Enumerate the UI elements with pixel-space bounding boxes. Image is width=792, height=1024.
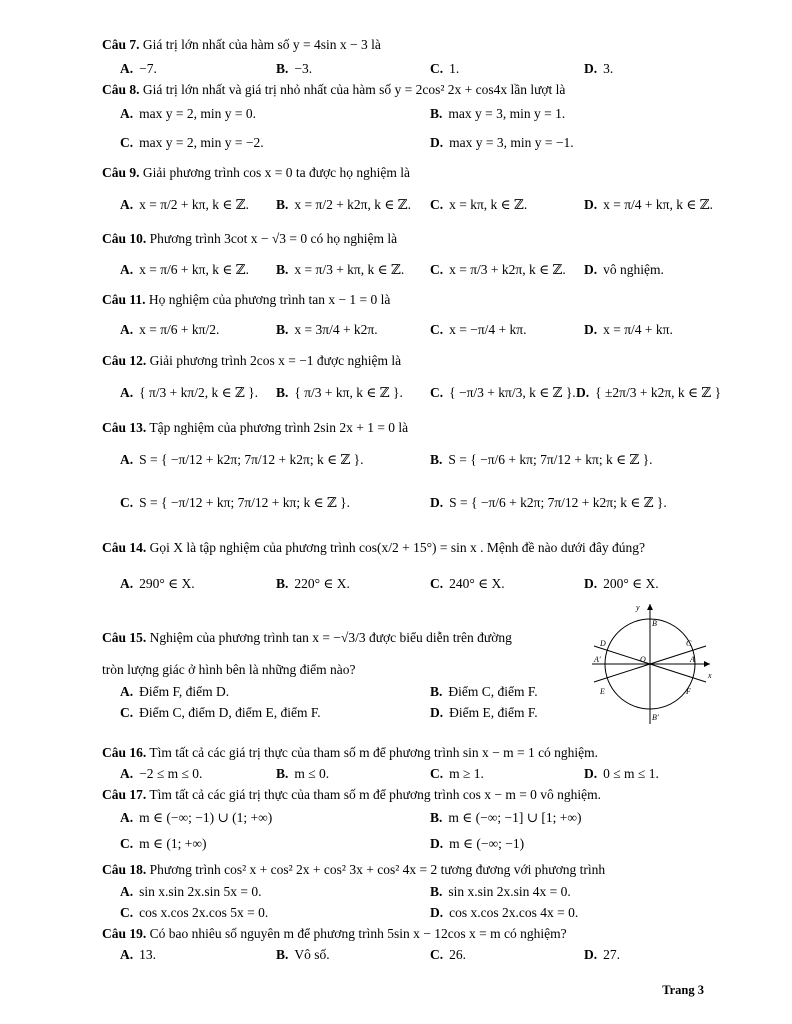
q19-option-a[interactable]: A. 13. (120, 947, 156, 962)
question-19: Câu 19. Có bao nhiêu số nguyên m để phương trình 5sin x − 12cos x = m có nghiệm? (102, 926, 567, 941)
q16-option-d[interactable]: D. 0 ≤ m ≤ 1. (584, 766, 659, 781)
y-axis-arrow (647, 604, 653, 610)
q14-option-d[interactable]: D. 200° ∈ X. (584, 576, 659, 591)
q18-option-d[interactable]: D. cos x.cos 2x.cos 4x = 0. (430, 905, 579, 920)
q9-option-d[interactable]: D. x = π/4 + kπ, k ∈ ℤ. (584, 197, 713, 212)
label-f: F (686, 687, 691, 696)
q15-option-d[interactable]: D. Điểm E, điểm F. (430, 705, 538, 720)
q10-option-b[interactable]: B. x = π/3 + kπ, k ∈ ℤ. (276, 262, 405, 277)
q8-option-b[interactable]: B. max y = 3, min y = 1. (430, 106, 566, 121)
label-b-prime: B′ (652, 713, 659, 722)
q13-option-c[interactable]: C. S = { −π/12 + kπ; 7π/12 + kπ; k ∈ ℤ }. (120, 495, 351, 510)
question-10: Câu 10. Phương trình 3cot x − √3 = 0 có họ nghiệm là (102, 231, 398, 246)
q17-option-b[interactable]: B. m ∈ (−∞; −1] ∪ [1; +∞) (430, 810, 582, 825)
q12-option-d[interactable]: D. { ±2π/3 + k2π, k ∈ ℤ } (576, 385, 722, 400)
q18-option-c[interactable]: C. cos x.cos 2x.cos 5x = 0. (120, 905, 269, 920)
q12-option-a[interactable]: A. { π/3 + kπ/2, k ∈ ℤ }. (120, 385, 259, 400)
q14-option-a[interactable]: A. 290° ∈ X. (120, 576, 195, 591)
label-x-axis: x (708, 671, 712, 680)
question-15: Câu 15. Nghiệm của phương trình tan x = −√3/3 được biểu diễn trên đường (102, 630, 512, 645)
q16-option-a[interactable]: A. −2 ≤ m ≤ 0. (120, 766, 203, 781)
q12-option-c[interactable]: C. { −π/3 + kπ/3, k ∈ ℤ }. (430, 385, 576, 400)
q7-option-b[interactable]: B. −3. (276, 61, 313, 76)
label-o: O (640, 655, 646, 664)
q19-option-b[interactable]: B. Vô số. (276, 947, 330, 962)
trig-circle-figure (588, 600, 718, 728)
q18-option-a[interactable]: A. sin x.sin 2x.sin 5x = 0. (120, 884, 262, 899)
q9-option-b[interactable]: B. x = π/2 + k2π, k ∈ ℤ. (276, 197, 411, 212)
question-9: Câu 9. Giải phương trình cos x = 0 ta được họ nghiệm là (102, 165, 410, 180)
q10-option-d[interactable]: D. vô nghiệm. (584, 262, 664, 277)
question-12: Câu 12. Giải phương trình 2cos x = −1 được nghiệm là (102, 353, 402, 368)
q7-option-d[interactable]: D. 3. (584, 61, 614, 76)
label-b: B (652, 619, 657, 628)
page-number: Trang 3 (662, 983, 704, 997)
q9-option-a[interactable]: A. x = π/2 + kπ, k ∈ ℤ. (120, 197, 249, 212)
q16-option-c[interactable]: C. m ≥ 1. (430, 766, 484, 781)
q9-option-c[interactable]: C. x = kπ, k ∈ ℤ. (430, 197, 528, 212)
question-14: Câu 14. Gọi X là tập nghiệm của phương trình cos(x/2 + 15°) = sin x . Mệnh đề nào dưới đây đúng? (102, 540, 645, 555)
question-15-continued: tròn lượng giác ở hình bên là những điểm nào? (102, 662, 356, 677)
x-axis-arrow (704, 661, 710, 667)
label-e: E (600, 687, 605, 696)
question-18: Câu 18. Phương trình cos² x + cos² 2x + cos² 3x + cos² 4x = 2 tương đương với phương trình (102, 862, 606, 877)
q13-option-a[interactable]: A. S = { −π/12 + k2π; 7π/12 + k2π; k ∈ ℤ }. (120, 452, 364, 467)
q14-option-b[interactable]: B. 220° ∈ X. (276, 576, 350, 591)
question-17: Câu 17. Tìm tất cả các giá trị thực của tham số m để phương trình cos x − m = 0 vô nghiệm. (102, 787, 602, 802)
q12-option-b[interactable]: B. { π/3 + kπ, k ∈ ℤ }. (276, 385, 403, 400)
q7-option-c[interactable]: C. 1. (430, 61, 460, 76)
label-a-prime: A′ (594, 655, 601, 664)
q18-option-b[interactable]: B. sin x.sin 2x.sin 4x = 0. (430, 884, 571, 899)
q11-option-c[interactable]: C. x = −π/4 + kπ. (430, 322, 527, 337)
q8-option-d[interactable]: D. max y = 3, min y = −1. (430, 135, 574, 150)
q19-option-d[interactable]: D. 27. (584, 947, 620, 962)
question-16: Câu 16. Tìm tất cả các giá trị thực của tham số m để phương trình sin x − m = 1 có nghiệm. (102, 745, 599, 760)
label-c: C (686, 639, 692, 648)
question-7: Câu 7. Giá trị lớn nhất của hàm số y = 4sin x − 3 là (102, 37, 381, 52)
q15-option-a[interactable]: A. Điểm F, điểm D. (120, 684, 230, 699)
q11-option-d[interactable]: D. x = π/4 + kπ. (584, 322, 673, 337)
q8-option-a[interactable]: A. max y = 2, min y = 0. (120, 106, 256, 121)
q14-option-c[interactable]: C. 240° ∈ X. (430, 576, 505, 591)
q10-option-a[interactable]: A. x = π/6 + kπ, k ∈ ℤ. (120, 262, 249, 277)
q16-option-b[interactable]: B. m ≤ 0. (276, 766, 330, 781)
q19-option-c[interactable]: C. 26. (430, 947, 466, 962)
q11-option-b[interactable]: B. x = 3π/4 + k2π. (276, 322, 378, 337)
q17-option-d[interactable]: D. m ∈ (−∞; −1) (430, 836, 525, 851)
q15-option-c[interactable]: C. Điểm C, điểm D, điểm E, điểm F. (120, 705, 321, 720)
q17-option-c[interactable]: C. m ∈ (1; +∞) (120, 836, 207, 851)
label-a: A (690, 655, 695, 664)
q13-option-d[interactable]: D. S = { −π/6 + k2π; 7π/12 + k2π; k ∈ ℤ }. (430, 495, 667, 510)
question-11: Câu 11. Họ nghiệm của phương trình tan x − 1 = 0 là (102, 292, 391, 307)
q11-option-a[interactable]: A. x = π/6 + kπ/2. (120, 322, 220, 337)
q7-option-a[interactable]: A. −7. (120, 61, 157, 76)
q13-option-b[interactable]: B. S = { −π/6 + kπ; 7π/12 + kπ; k ∈ ℤ }. (430, 452, 653, 467)
question-13: Câu 13. Tập nghiệm của phương trình 2sin 2x + 1 = 0 là (102, 420, 409, 435)
label-d: D (600, 639, 606, 648)
q10-option-c[interactable]: C. x = π/3 + k2π, k ∈ ℤ. (430, 262, 566, 277)
q15-option-b[interactable]: B. Điểm C, điểm F. (430, 684, 538, 699)
q17-option-a[interactable]: A. m ∈ (−∞; −1) ∪ (1; +∞) (120, 810, 273, 825)
label-y-axis: y (636, 603, 640, 612)
question-8: Câu 8. Giá trị lớn nhất và giá trị nhỏ nhất của hàm số y = 2cos² 2x + cos4x lần lượt là (102, 82, 566, 97)
q8-option-c[interactable]: C. max y = 2, min y = −2. (120, 135, 264, 150)
